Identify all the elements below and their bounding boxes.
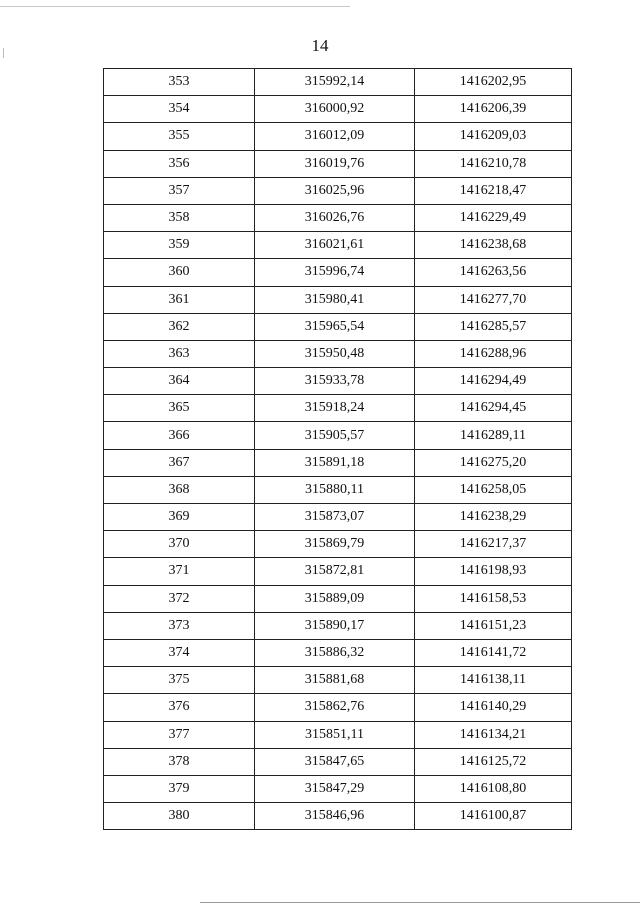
x-coordinate-cell: 315869,79	[255, 531, 415, 558]
y-coordinate-cell: 1416125,72	[415, 748, 572, 775]
y-coordinate-cell: 1416151,23	[415, 612, 572, 639]
y-coordinate-cell: 1416138,11	[415, 667, 572, 694]
table-body	[104, 69, 572, 830]
x-coordinate-cell: 315890,17	[255, 612, 415, 639]
x-coordinate-cell: 315846,96	[255, 803, 415, 830]
y-coordinate-cell: 1416198,93	[415, 558, 572, 585]
table-row	[104, 96, 572, 123]
x-coordinate-cell: 316012,09	[255, 123, 415, 150]
y-coordinate-cell: 1416275,20	[415, 449, 572, 476]
x-coordinate-cell: 315881,68	[255, 667, 415, 694]
y-coordinate-cell: 1416134,21	[415, 721, 572, 748]
point-number-cell: 378	[104, 748, 255, 775]
table-row	[104, 449, 572, 476]
y-coordinate-cell: 1416210,78	[415, 150, 572, 177]
table-row	[104, 504, 572, 531]
point-number-cell: 365	[104, 395, 255, 422]
y-coordinate-cell: 1416229,49	[415, 204, 572, 231]
table-row	[104, 612, 572, 639]
y-coordinate-cell: 1416217,37	[415, 531, 572, 558]
point-number-cell: 375	[104, 667, 255, 694]
y-coordinate-cell: 1416158,53	[415, 585, 572, 612]
point-number-cell: 372	[104, 585, 255, 612]
table-row	[104, 123, 572, 150]
point-number-cell: 354	[104, 96, 255, 123]
point-number-cell: 364	[104, 368, 255, 395]
table-row	[104, 204, 572, 231]
point-number-cell: 373	[104, 612, 255, 639]
x-coordinate-cell: 315862,76	[255, 694, 415, 721]
y-coordinate-cell: 1416209,03	[415, 123, 572, 150]
x-coordinate-cell: 315886,32	[255, 639, 415, 666]
point-number-cell: 371	[104, 558, 255, 585]
point-number-cell: 358	[104, 204, 255, 231]
y-coordinate-cell: 1416238,68	[415, 232, 572, 259]
y-coordinate-cell: 1416288,96	[415, 340, 572, 367]
table-row	[104, 476, 572, 503]
x-coordinate-cell: 316025,96	[255, 177, 415, 204]
x-coordinate-cell: 315880,11	[255, 476, 415, 503]
y-coordinate-cell: 1416218,47	[415, 177, 572, 204]
x-coordinate-cell: 315950,48	[255, 340, 415, 367]
x-coordinate-cell: 315933,78	[255, 368, 415, 395]
table-row	[104, 667, 572, 694]
x-coordinate-cell: 315847,29	[255, 775, 415, 802]
point-number-cell: 357	[104, 177, 255, 204]
scan-edge-top	[0, 6, 350, 7]
y-coordinate-cell: 1416140,29	[415, 694, 572, 721]
table-row	[104, 177, 572, 204]
point-number-cell: 374	[104, 639, 255, 666]
y-coordinate-cell: 1416202,95	[415, 69, 572, 96]
x-coordinate-cell: 316019,76	[255, 150, 415, 177]
table-row	[104, 150, 572, 177]
point-number-cell: 362	[104, 313, 255, 340]
table-row	[104, 531, 572, 558]
point-number-cell: 355	[104, 123, 255, 150]
x-coordinate-cell: 315918,24	[255, 395, 415, 422]
x-coordinate-cell: 315889,09	[255, 585, 415, 612]
point-number-cell: 363	[104, 340, 255, 367]
table-row	[104, 69, 572, 96]
point-number-cell: 376	[104, 694, 255, 721]
y-coordinate-cell: 1416294,49	[415, 368, 572, 395]
y-coordinate-cell: 1416141,72	[415, 639, 572, 666]
table-row	[104, 422, 572, 449]
table-row	[104, 775, 572, 802]
table-row	[104, 259, 572, 286]
point-number-cell: 367	[104, 449, 255, 476]
table-row	[104, 558, 572, 585]
x-coordinate-cell: 315847,65	[255, 748, 415, 775]
x-coordinate-cell: 316021,61	[255, 232, 415, 259]
point-number-cell: 368	[104, 476, 255, 503]
x-coordinate-cell: 316026,76	[255, 204, 415, 231]
table-row	[104, 585, 572, 612]
y-coordinate-cell: 1416238,29	[415, 504, 572, 531]
point-number-cell: 377	[104, 721, 255, 748]
point-number-cell: 360	[104, 259, 255, 286]
point-number-cell: 369	[104, 504, 255, 531]
coordinates-table	[103, 68, 572, 830]
x-coordinate-cell: 315891,18	[255, 449, 415, 476]
y-coordinate-cell: 1416206,39	[415, 96, 572, 123]
x-coordinate-cell: 315872,81	[255, 558, 415, 585]
x-coordinate-cell: 315851,11	[255, 721, 415, 748]
table-row	[104, 639, 572, 666]
table-row	[104, 721, 572, 748]
table-row	[104, 395, 572, 422]
x-coordinate-cell: 315992,14	[255, 69, 415, 96]
table-row	[104, 313, 572, 340]
point-number-cell: 370	[104, 531, 255, 558]
x-coordinate-cell: 315980,41	[255, 286, 415, 313]
point-number-cell: 359	[104, 232, 255, 259]
y-coordinate-cell: 1416277,70	[415, 286, 572, 313]
point-number-cell: 361	[104, 286, 255, 313]
x-coordinate-cell: 315873,07	[255, 504, 415, 531]
y-coordinate-cell: 1416289,11	[415, 422, 572, 449]
x-coordinate-cell: 315996,74	[255, 259, 415, 286]
y-coordinate-cell: 1416100,87	[415, 803, 572, 830]
y-coordinate-cell: 1416263,56	[415, 259, 572, 286]
point-number-cell: 379	[104, 775, 255, 802]
x-coordinate-cell: 315905,57	[255, 422, 415, 449]
table-row	[104, 368, 572, 395]
point-number-cell: 366	[104, 422, 255, 449]
table-row	[104, 694, 572, 721]
x-coordinate-cell: 316000,92	[255, 96, 415, 123]
y-coordinate-cell: 1416108,80	[415, 775, 572, 802]
point-number-cell: 353	[104, 69, 255, 96]
y-coordinate-cell: 1416285,57	[415, 313, 572, 340]
y-coordinate-cell: 1416294,45	[415, 395, 572, 422]
table-row	[104, 286, 572, 313]
x-coordinate-cell: 315965,54	[255, 313, 415, 340]
table-row	[104, 803, 572, 830]
point-number-cell: 356	[104, 150, 255, 177]
table-row	[104, 340, 572, 367]
table-row	[104, 232, 572, 259]
y-coordinate-cell: 1416258,05	[415, 476, 572, 503]
scan-edge-bottom	[200, 902, 640, 903]
page-number: 14	[311, 36, 329, 55]
point-number-cell: 380	[104, 803, 255, 830]
table-row	[104, 748, 572, 775]
